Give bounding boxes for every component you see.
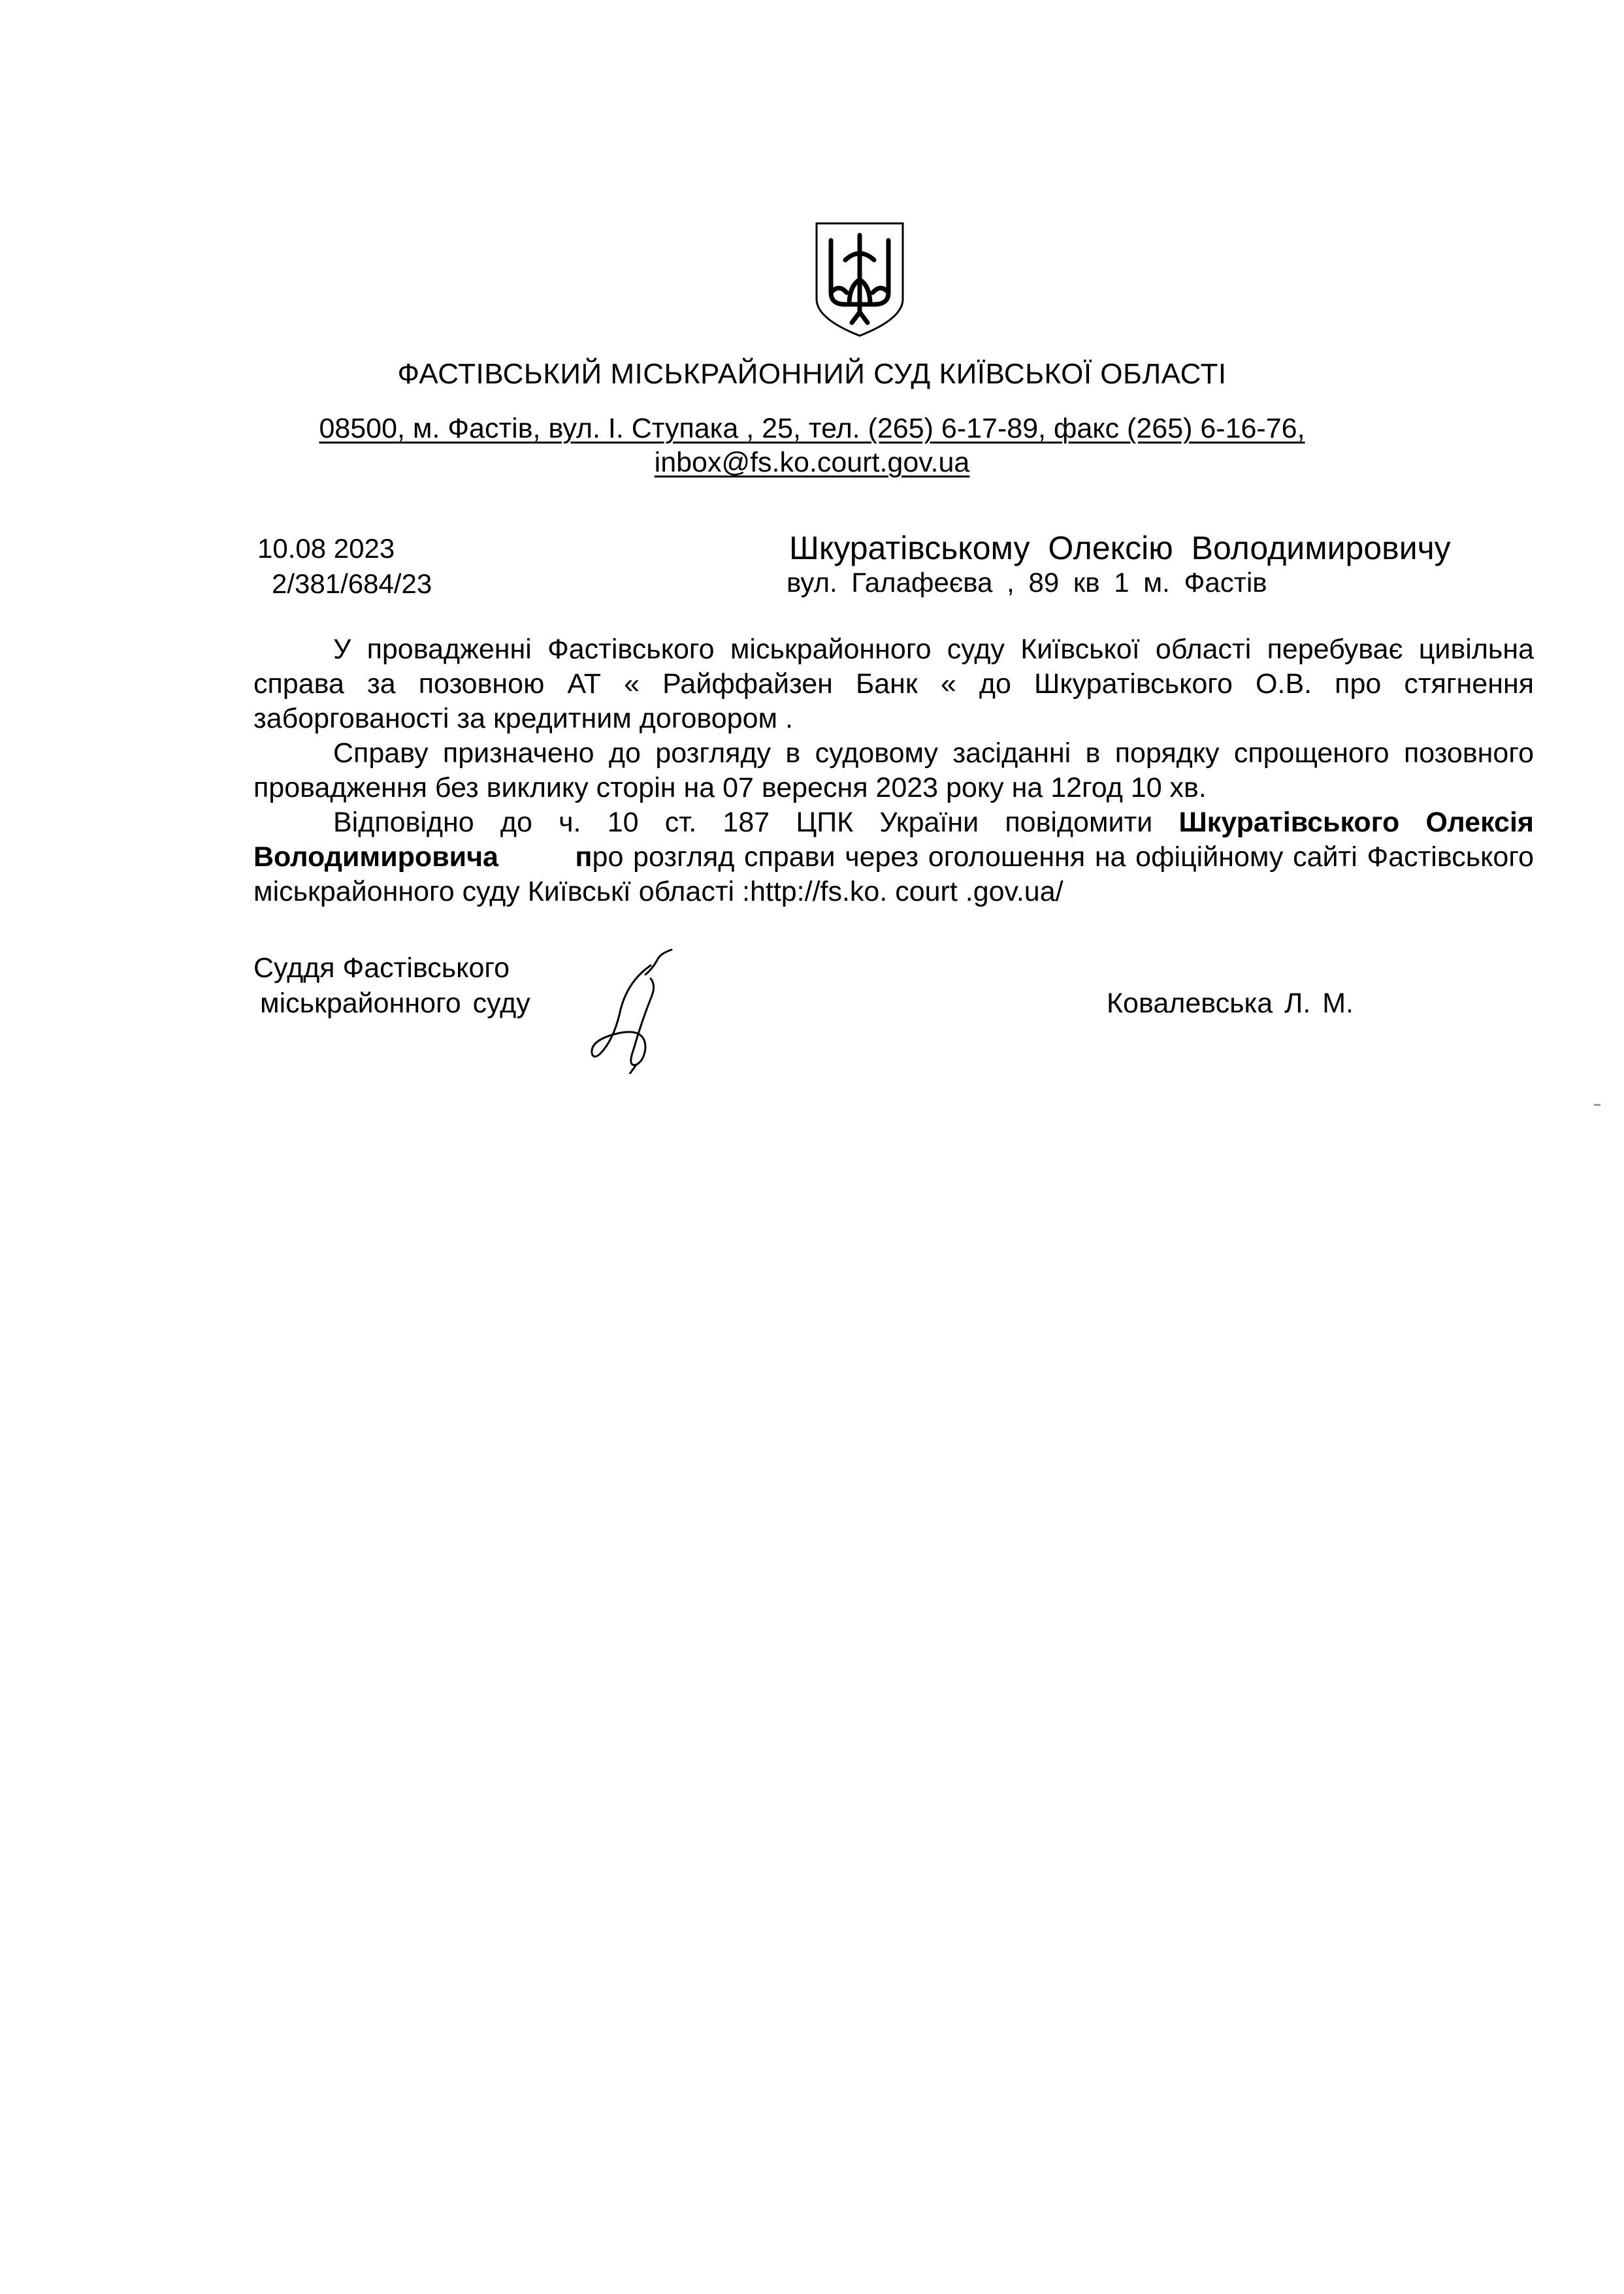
document-date: 10.08 2023 — [257, 533, 395, 564]
court-name: ФАСТІВСЬКИЙ МІСЬКРАЙОННИЙ СУД КИЇВСЬКОЇ ОБЛАСТІ — [397, 358, 1227, 390]
judge-title-line2: міськрайонного суду — [260, 988, 530, 1019]
judge-name: Ковалевська Л. М. — [1107, 988, 1354, 1019]
judge-title-line1: Суддя Фастівського — [253, 952, 510, 984]
paragraph-case-info: У провадженні Фастівського міськрайонного суду Київської області перебуває цивільна справа за позовною АТ « Райффайзен Банк « до Шкуратівського О.В. про стягнення заборгованості за кредитним договором . — [253, 634, 1534, 734]
scan-mark — [1594, 1104, 1600, 1106]
notice-text-end: ро розгляд справи через оголошення на офіційному сайті Фастівського міськрайонного суду Київськї області :http://fs.ko. court .gov.ua/ — [253, 841, 1534, 907]
court-address: 08500, м. Фастів, вул. І. Ступака , 25, тел. (265) 6-17-89, факс (265) 6-16-76, — [319, 413, 1305, 444]
recipient-address: вул. Галафеєва , 89 кв 1 м. Фастів — [787, 567, 1267, 598]
recipient-name: Шкуратівському Олексію Володимировичу — [789, 530, 1451, 566]
letter-body — [253, 632, 1534, 909]
notice-bold-letter: п — [575, 841, 593, 873]
paragraph-hearing: Справу призначено до розгляду в судовому засіданні в порядку спрощеного позовного провадження без виклику сторін на 07 вересня 2023 року на 12год 10 хв. — [253, 737, 1534, 803]
notice-gap — [498, 841, 576, 873]
defendant-name: Шкуратівського Олексія Володимировича — [253, 807, 1534, 873]
notice-text-start: Відповідно до ч. 10 ст. 187 ЦПК України повідомити — [333, 807, 1179, 838]
handwritten-signature — [574, 943, 698, 1074]
paragraph-notice — [253, 805, 1534, 909]
court-email: inbox@fs.ko.court.gov.ua — [654, 447, 970, 478]
coat-of-arms-icon — [813, 221, 907, 338]
case-number: 2/381/684/23 — [272, 568, 432, 599]
